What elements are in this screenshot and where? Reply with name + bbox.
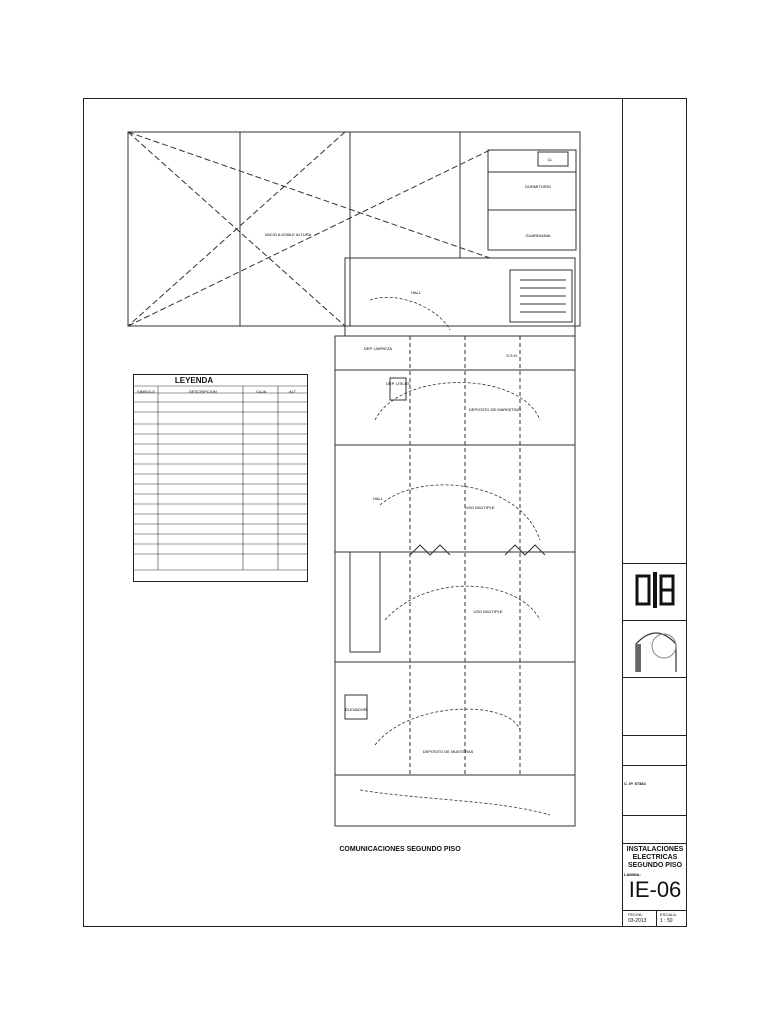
void-area [128,132,580,326]
fecha-label: FECHA: [628,912,643,917]
lamina-label: LAMINA: [624,872,641,877]
room-label-hall-top: HALL [410,290,422,295]
room-label-guardiania: GUARDIANIA [525,233,551,238]
title-block-divider [622,677,687,678]
project-title-line-2: ELECTRICAS [632,854,678,861]
fecha-value: 03-2013 [628,918,647,924]
project-title [624,846,686,870]
title-block-divider [622,735,687,736]
title-block-divider [622,815,687,816]
legend-title: LEYENDA [174,376,214,385]
title-block-divider [622,910,687,911]
room-label-uso-multiple-1: USO MULTIPLE [465,505,495,510]
plan-title: COMUNICACIONES SEGUNDO PISO [339,846,461,853]
fecha-escala-divider [656,910,657,927]
legend-header-simbolo: SIMBOLO [137,389,156,394]
title-block [622,98,687,927]
legend-header-caja: CAJA [256,389,267,394]
room-label-deposito-muestras: DEPOSITO DE MUESTRAS [422,749,474,754]
escala-label: ESCALA: [660,912,677,917]
wiring [360,297,550,815]
title-block-divider [622,563,687,564]
cip-number: C. IP. 57384 [624,781,646,786]
legend-header-descripcion: DESCRIPCION [189,389,217,394]
building-emblem-icon [628,624,684,674]
room-label-ssh: S.S.H. [506,353,518,358]
room-label-dep-limpieza: DEP. LIMPIEZA [363,346,393,351]
project-title-line-1: INSTALACIONES [626,846,684,853]
title-block-divider [622,620,687,621]
title-block-divider [622,765,687,766]
room-label-deposito-marketing: DEPOSITO DE MARKETING [468,407,522,412]
lower-building [335,258,575,826]
room-label-void: VACIO A DOBLE ALTURA [264,232,312,237]
room-label-uso-multiple-2: USO MULTIPLE [473,609,503,614]
escala-value: 1 : 50 [660,918,673,924]
room-label-cl: CL [547,157,553,162]
room-label-elevador: ELEVADOR [345,707,367,712]
firm-logo-icon [635,570,675,610]
sheet-number: IE-06 [628,877,682,902]
legend-header-alt: ALT. [289,389,297,394]
room-label-hall-mid: HALL [372,496,384,501]
project-title-line-3: SEGUNDO PISO [627,862,683,869]
legend-grid [133,374,308,582]
room-label-dep-utiles: DEP. UTILES [386,381,410,386]
legend-table [133,374,308,582]
room-label-dormitorio: DORMITORIO [525,184,551,189]
title-block-divider [622,843,687,844]
